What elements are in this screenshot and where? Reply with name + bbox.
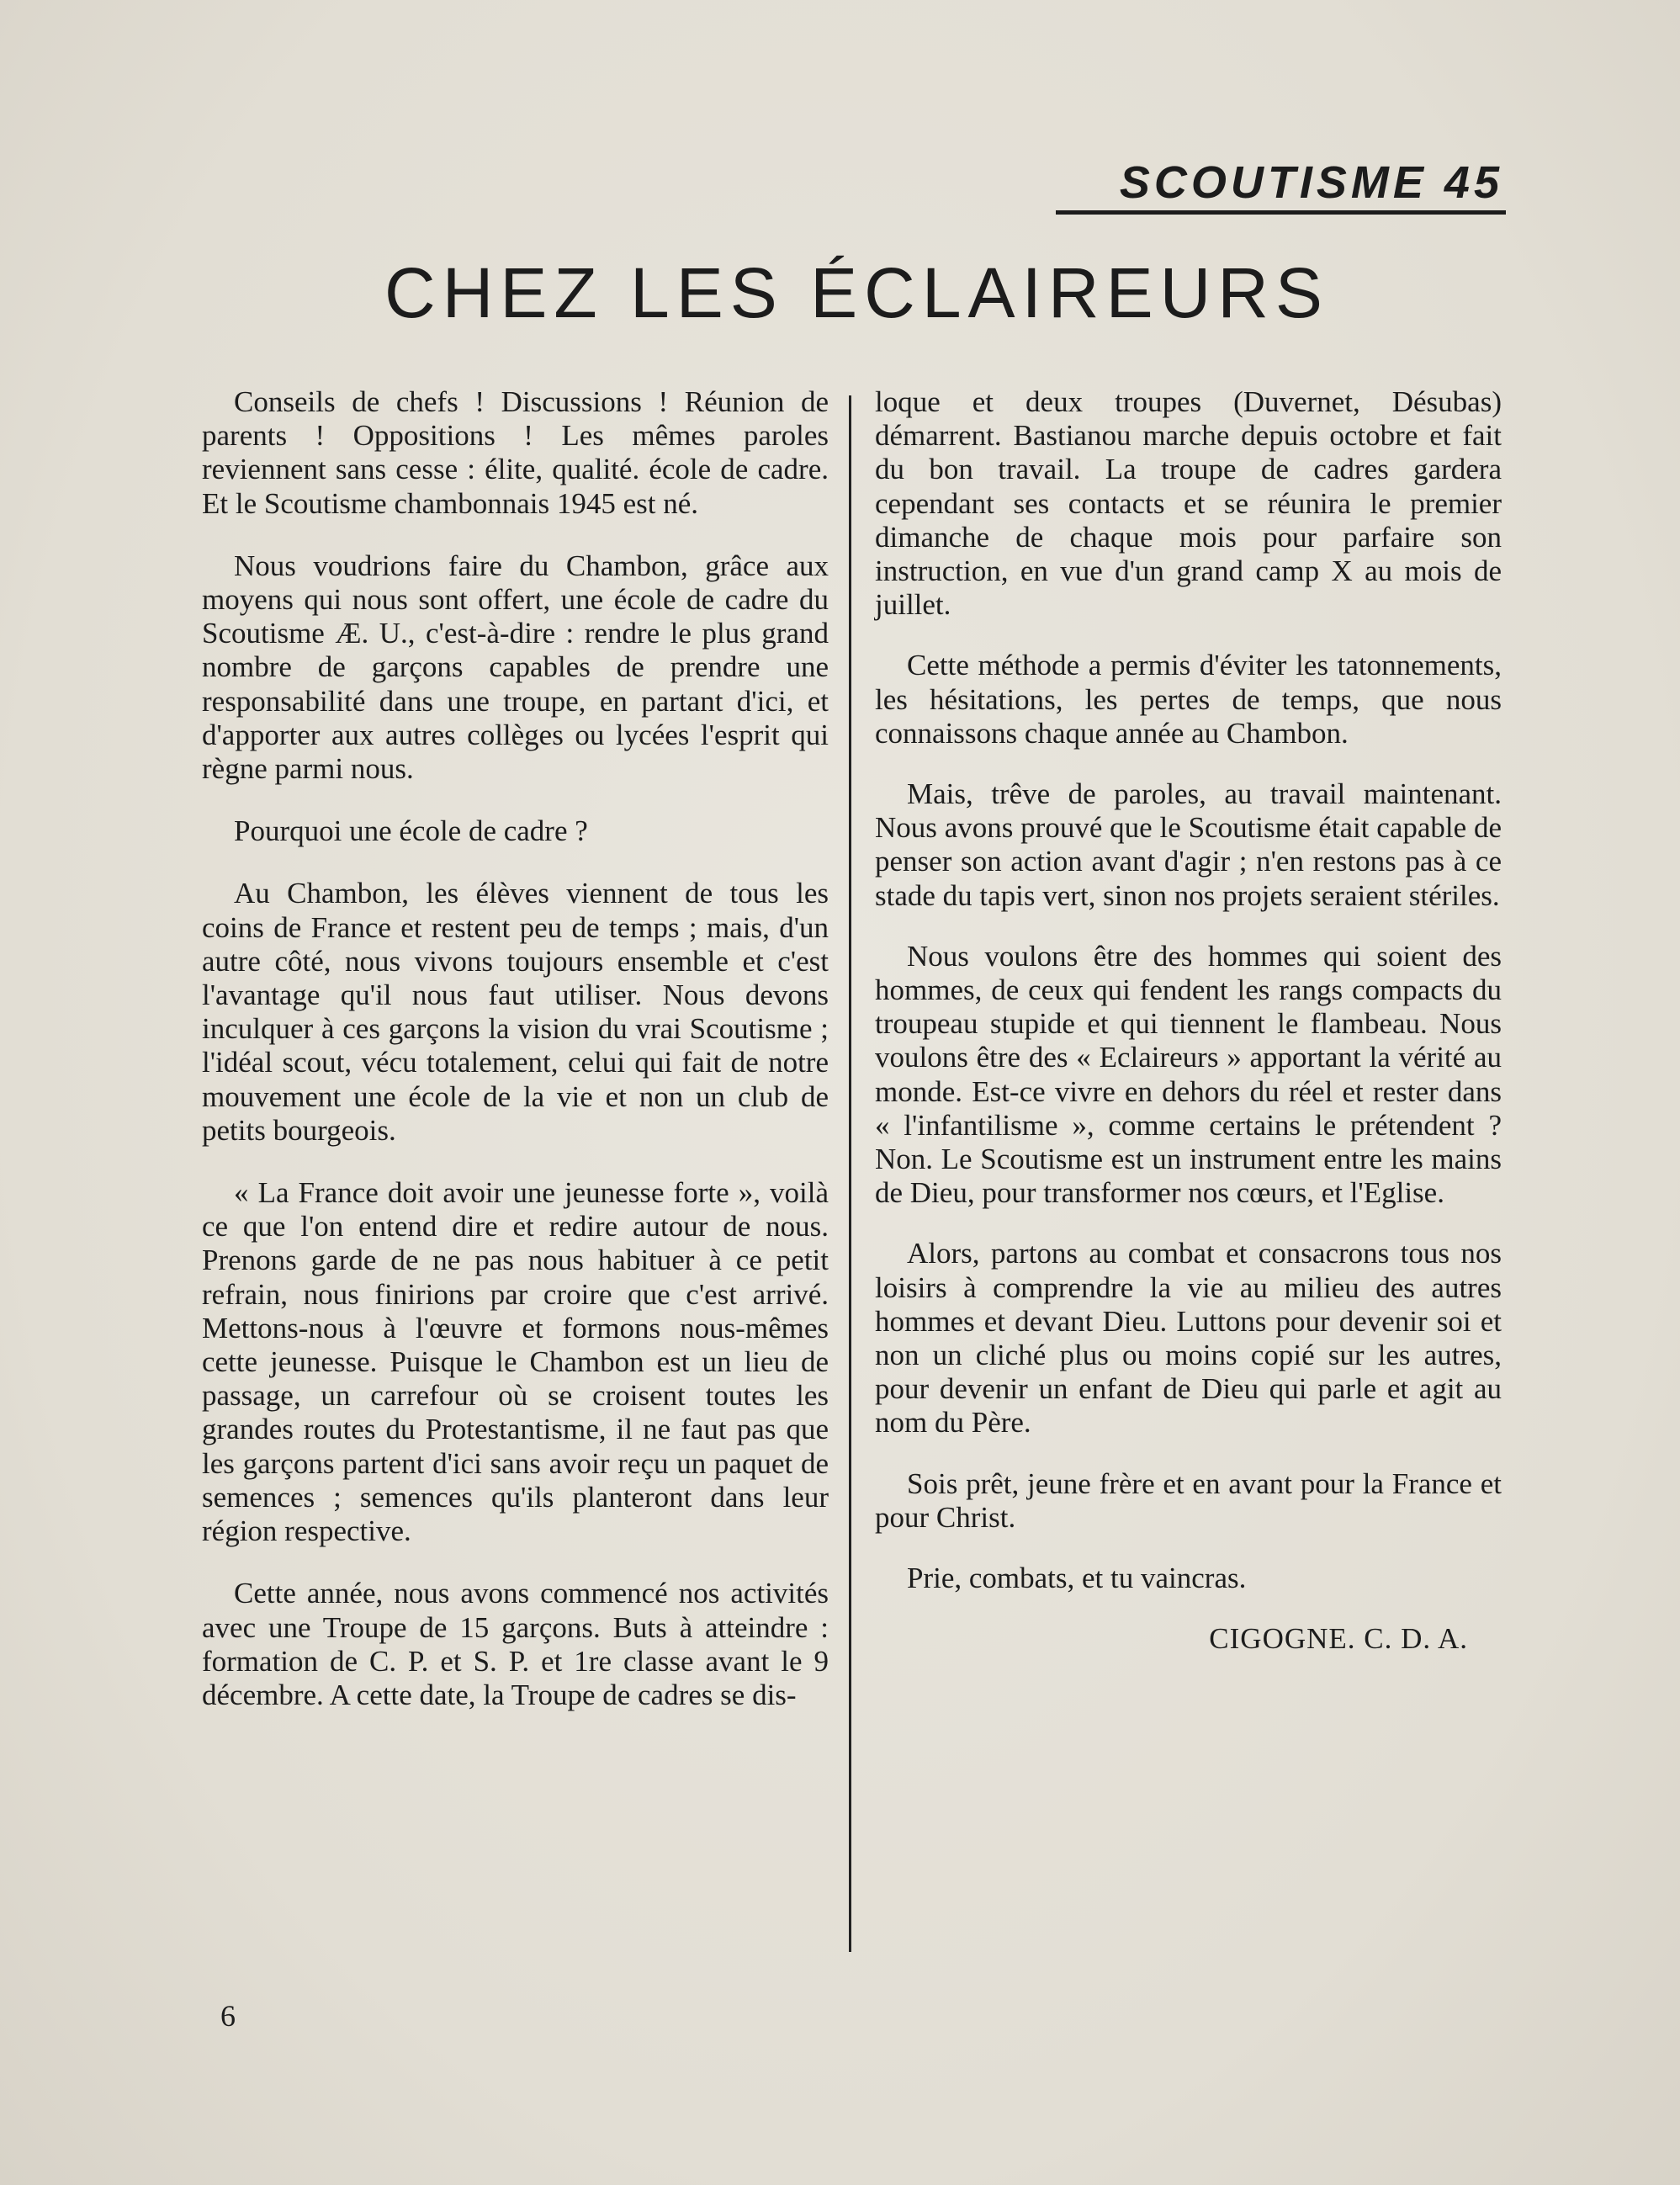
paragraph: Conseils de chefs ! Discussions ! Réunion de parents ! Oppositions ! Les mêmes paroles reviennent sans cesse : élite, qualité. école de cadre. Et le Scoutisme chambonnais 1945 est né.	[202, 385, 829, 520]
paragraph: Pourquoi une école de cadre ?	[234, 814, 588, 848]
paragraph: Cette méthode a permis d'éviter les tatonnements, les hésitations, les pertes de temps, que nous connaissons chaque année au Chambon.	[875, 649, 1502, 750]
paragraph-continuation: loque et deux troupes (Duvernet, Désubas) démarrent. Bastianou marche depuis octobre et fait du bon travail. La troupe de cadres gardera cependant ses contacts et se réunira le premier dimanche de chaque mois pour parfaire son instruction, en vue d'un grand camp X au mois de juillet.	[875, 385, 1502, 622]
page-number: 6	[220, 1999, 236, 2033]
paragraph: Cette année, nous avons commencé nos activités avec une Troupe de 15 garçons. Buts à atteindre : formation de C. P. et S. P. et 1re classe avant le 9 décembre. A cette date, la Troupe de cadres se dis-	[202, 1577, 829, 1711]
paragraph: Nous voudrions faire du Chambon, grâce aux moyens qui nous sont offert, une école de cadre du Scoutisme Æ. U., c'est-à-dire : rendre le plus grand nombre de garçons capables de prendre une responsabilité dans une troupe, en partant d'ici, et d'apporter aux autres collèges ou lycées l'esprit qui règne parmi nous.	[202, 549, 829, 786]
paragraph: Prie, combats, et tu vaincras.	[907, 1562, 1247, 1595]
paragraph: Au Chambon, les élèves viennent de tous les coins de France et restent peu de temps ; mais, d'un autre côté, nous vivons toujours ensemble et c'est l'avantage qu'il nous faut utiliser. Nous devons inculquer à ces garçons la vision du vrai Scoutisme ; l'idéal scout, vécu totalement, celui qui fait de notre mouvement une école de la vie et non un club de petits bourgeois.	[202, 877, 829, 1147]
article-title: CHEZ LES ÉCLAIREURS	[384, 253, 1329, 332]
paragraph: Mais, trêve de paroles, au travail maintenant. Nous avons prouvé que le Scoutisme était capable de penser son action avant d'agir ; n'en restons pas à ce stade du tapis vert, sinon nos projets seraient stériles.	[875, 777, 1502, 912]
paragraph: Alors, partons au combat et consacrons tous nos loisirs à comprendre la vie au milieu des autres hommes et devant Dieu. Luttons pour devenir soi et non un cliché plus ou moins copié sur les autres, pour devenir un enfant de Dieu qui parle et agit au nom du Père.	[875, 1237, 1502, 1440]
author-signature: CIGOGNE. C. D. A.	[1209, 1622, 1468, 1656]
column-divider	[849, 395, 851, 1952]
running-header: SCOUTISME 45	[1119, 157, 1503, 208]
paragraph: Sois prêt, jeune frère et en avant pour la France et pour Christ.	[875, 1466, 1502, 1534]
header-underline	[1056, 210, 1506, 215]
paragraph: Nous voulons être des hommes qui soient des hommes, de ceux qui fendent les rangs compacts du troupeau stupide et qui tiennent le flambeau. Nous voulons être des « Eclaireurs » apportant la vérité au monde. Est-ce vivre en dehors du réel et rester dans « l'infantilisme », comme certains le prétendent ? Non. Le Scoutisme est un instrument entre les mains de Dieu, pour transformer nos cœurs, et l'Eglise.	[875, 939, 1502, 1210]
left-column	[202, 385, 829, 1741]
paragraph: « La France doit avoir une jeunesse forte », voilà ce que l'on entend dire et redire autour de nous. Prenons garde de ne pas nous habituer à ce petit refrain, nous finirions par croire que c'est arrivé. Mettons-nous à l'œuvre et formons nous-mêmes cette jeunesse. Puisque le Chambon est un lieu de passage, un carrefour où se croisent toutes les grandes routes du Protestantisme, il ne faut pas que les garçons partent d'ici sans avoir reçu un paquet de semences ; semences qu'ils planteront dans leur région respective.	[202, 1176, 829, 1548]
right-column	[875, 385, 1502, 1657]
